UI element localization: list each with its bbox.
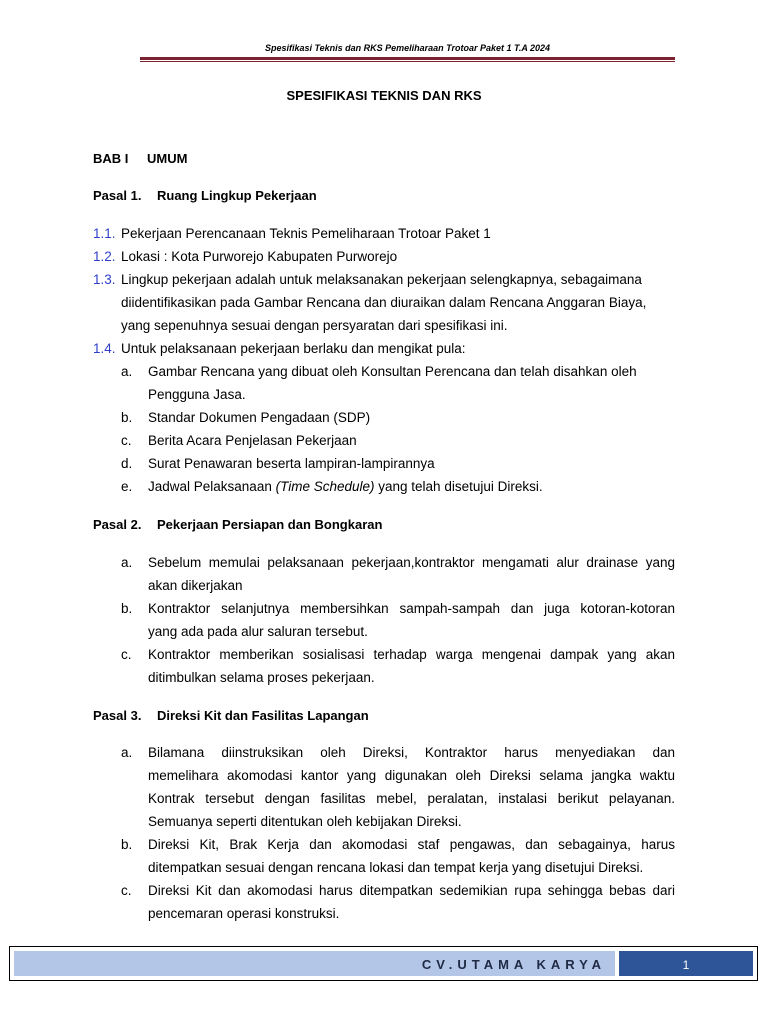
footer-company-name: CV.UTAMA KARYA (421, 957, 606, 972)
item-line: Pekerjaan Perencanaan Teknis Pemeliharaan Trotoar Paket 1 (121, 226, 491, 241)
item-line: yang ada pada alur saluran tersebut. (148, 624, 368, 639)
item-line: akan dikerjakan (148, 578, 243, 593)
item-line: Gambar Rencana yang dibuat oleh Konsultan Perencana dan telah disahkan oleh (148, 364, 637, 379)
item-text (121, 222, 675, 245)
chapter-title: UMUM (147, 151, 188, 166)
item-line: ditempatkan sesuai dengan rencana lokasi dan tempat kerja yang disetujui Direksi. (148, 860, 644, 875)
item-line: Sebelum memulai pelaksanaan pekerjaan,kontraktor mengamati alur drainase yang (148, 555, 675, 570)
item-line: Bilamana diinstruksikan oleh Direksi, Kontraktor harus menyediakan dan (148, 745, 675, 760)
item-line: Direksi Kit dan akomodasi harus ditempatkan sedemikian rupa sehingga bebas dari (148, 883, 675, 898)
item-line: diidentifikasikan pada Gambar Rencana dan diuraikan dalam Rencana Anggaran Biaya, (121, 295, 647, 310)
running-header: Spesifikasi Teknis dan RKS Pemeliharaan Trotoar Paket 1 T.A 2024 (264, 43, 551, 53)
item-line: Lingkup pekerjaan adalah untuk melaksanakan pekerjaan selengkapnya, sebagaimana (121, 272, 642, 287)
list-item-text (148, 429, 675, 452)
list-letter: c. (121, 647, 132, 662)
header-rule-thin (140, 61, 675, 62)
header-rule-thick (140, 57, 675, 60)
item-line: Surat Penawaran beserta lampiran-lampirannya (148, 456, 435, 471)
item-line: Standar Dokumen Pengadaan (SDP) (148, 410, 371, 425)
item-number: 1.2. (93, 249, 116, 264)
item-line: memelihara akomodasi kantor yang digunakan oleh Direksi selama jangka waktu (148, 768, 675, 783)
list-letter: d. (121, 456, 133, 471)
item-line: Kontraktor selanjutnya membersihkan sampah-sampah dan juga kotoran-kotoran (148, 601, 675, 616)
text-run: yang telah disetujui Direksi. (374, 479, 543, 494)
pasal-2-title: Pekerjaan Persiapan dan Bongkaran (157, 517, 383, 532)
pasal-2-number: Pasal 2. (93, 517, 142, 532)
item-line: pencemaran operasi konstruksi. (148, 906, 340, 921)
list-item-text (148, 475, 675, 498)
page-number: 1 (619, 951, 753, 976)
list-letter: b. (121, 601, 133, 616)
list-item-text (148, 833, 675, 879)
item-line: Kontraktor memberikan sosialisasi terhadap warga mengenai dampak yang akan (148, 647, 675, 662)
chapter-number: BAB I (93, 151, 129, 166)
item-line: Kontrak tersebut dengan fasilitas mebel, peralatan, instalasi berikut pelayanan. (148, 791, 675, 806)
list-letter: e. (121, 479, 133, 494)
item-line: Untuk pelaksanaan pekerjaan berlaku dan mengikat pula: (121, 341, 466, 356)
list-letter: a. (121, 745, 133, 760)
list-letter: a. (121, 364, 133, 379)
list-letter: a. (121, 555, 133, 570)
item-number: 1.3. (93, 272, 116, 287)
item-text (121, 245, 675, 268)
list-item-text (148, 643, 675, 689)
pasal-1-number: Pasal 1. (93, 188, 142, 203)
text-run-italic: (Time Schedule) (275, 479, 375, 494)
list-letter: c. (121, 883, 132, 898)
item-line: Direksi Kit, Brak Kerja dan akomodasi staf pengawas, dan sebagainya, harus (148, 837, 675, 852)
list-letter: b. (121, 837, 133, 852)
pasal-3-title: Direksi Kit dan Fasilitas Lapangan (157, 708, 369, 723)
item-number: 1.1. (93, 226, 116, 241)
list-item-text (148, 741, 675, 833)
item-text (121, 268, 675, 337)
item-line: Pengguna Jasa. (148, 387, 246, 402)
item-line: yang sepenuhnya sesuai dengan persyaratan dari spesifikasi ini. (121, 318, 508, 333)
list-item-text (148, 879, 675, 925)
list-item-text (148, 551, 675, 597)
item-number: 1.4. (93, 341, 116, 356)
pasal-3-number: Pasal 3. (93, 708, 142, 723)
list-item-text (148, 406, 675, 429)
pasal-1-title: Ruang Lingkup Pekerjaan (157, 188, 317, 203)
list-item-text (148, 597, 675, 643)
item-line: ditimbulkan selama proses pekerjaan. (148, 670, 375, 685)
item-line: Semuanya seperti ditentukan oleh kebijakan Direksi. (148, 814, 462, 829)
item-line: Lokasi : Kota Purworejo Kabupaten Purworejo (121, 249, 398, 264)
item-text (121, 337, 675, 360)
list-letter: c. (121, 433, 132, 448)
item-line: Berita Acara Penjelasan Pekerjaan (148, 433, 357, 448)
list-item-text (148, 360, 675, 406)
text-run: Jadwal Pelaksanaan (148, 479, 276, 494)
list-letter: b. (121, 410, 133, 425)
list-item-text (148, 452, 675, 475)
document-title: SPESIFIKASI TEKNIS DAN RKS (286, 88, 482, 103)
